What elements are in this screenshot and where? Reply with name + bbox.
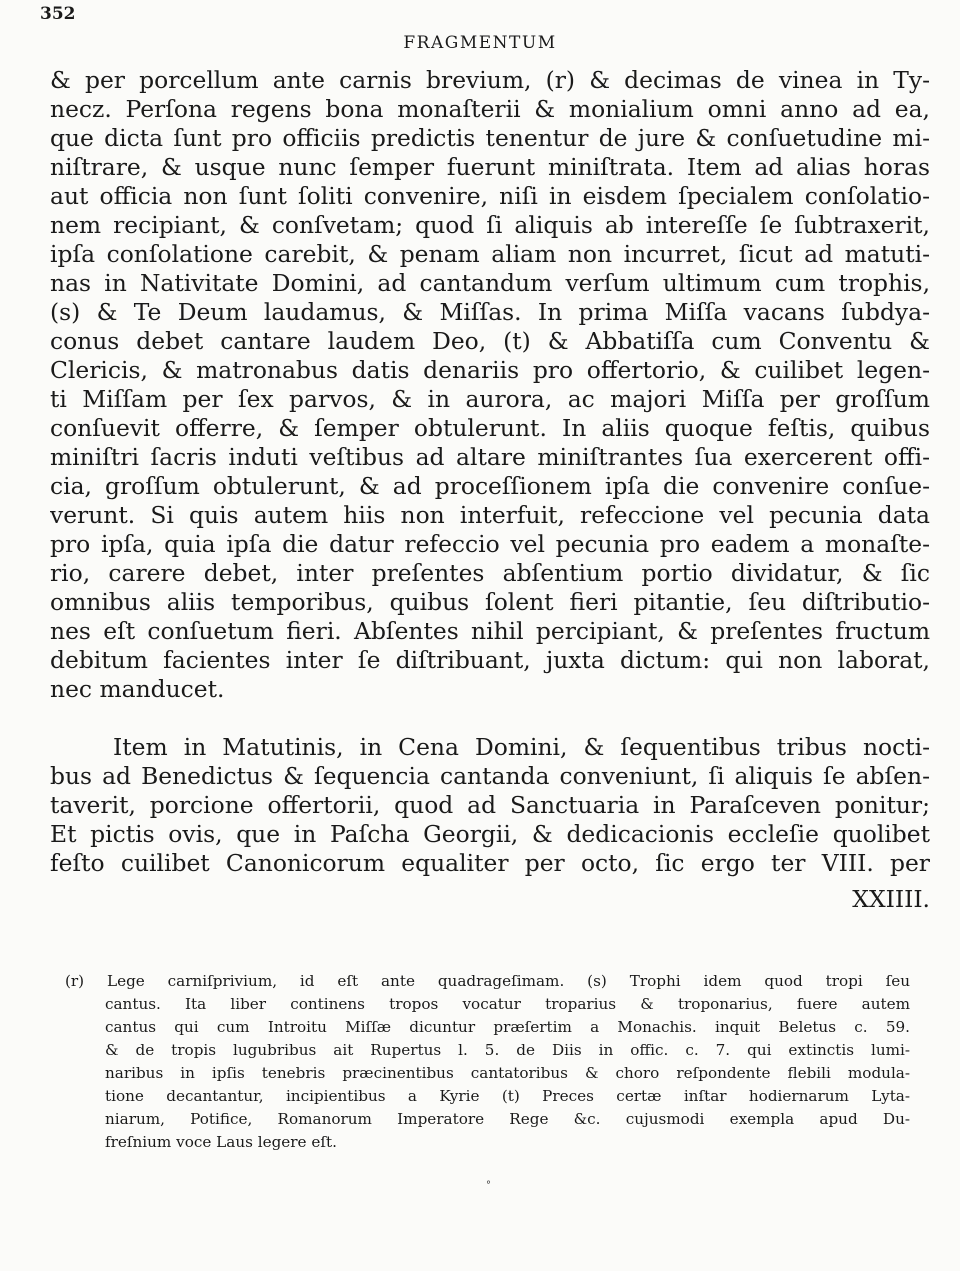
text-line: cia, groſſum obtulerunt, & ad proceſſionem ipſa die convenire conſue- [50,472,930,500]
text-line: (s) & Te Deum laudamus, & Miſſas. In prima Miſſa vacans ſubdya- [50,298,930,326]
text-line: Item in Matutinis, in Cena Domini, & ſequentibus tribus nocti- [113,733,930,761]
text-line: nec manducet. [50,675,225,703]
footnote-line: tione decantantur, incipientibus a Kyrie (t) Preces certæ inſtar hodiernarum Lyta- [105,1087,910,1105]
text-line: bus ad Benedictus & ſequencia cantanda conveniunt, ſi aliquis ſe abſen- [50,762,930,790]
footnote-line: naribus in ipſis tenebris præcinentibus cantatoribus & choro reſpondente flebili modula- [105,1064,910,1082]
text-line: rio, carere debet, inter preſentes abſentium portio dividatur, & ſic [50,559,930,587]
text-line: nes eſt conſuetum fieri. Abſentes nihil percipiant, & preſentes fructum [50,617,930,645]
footnote-line: cantus. Ita liber continens tropos vocatur troparius & troponarius, fuere autem [105,995,910,1013]
text-line: nas in Nativitate Domini, ad cantandum verſum ultimum cum trophis, [50,269,930,297]
text-line: omnibus aliis temporibus, quibus ſolent fieri pitantie, ſeu diſtributio- [50,588,930,616]
text-line: debitum facientes inter ſe diſtribuant, juxta dictum: qui non laborat, [50,646,930,674]
text-line: conus debet cantare laudem Deo, (t) & Abbatiſſa cum Conventu & [50,327,930,355]
footnote-line: (r) Lege carniſprivium, id eſt ante quadrageſimam. (s) Trophi idem quod tropi ſeu [65,972,910,990]
page-number: 352 [40,4,76,24]
text-line: taverit, porcione offertorii, quod ad Sanctuaria in Paraſceven ponitur; [50,791,930,819]
footnote-line: & de tropis lugubribus ait Rupertus l. 5. de Diis in offic. c. 7. qui extinctis lumi- [105,1041,910,1059]
text-line: Clericis, & matronabus datis denariis pro offertorio, & cuilibet legen- [50,356,930,384]
text-line: & per porcellum ante carnis brevium, (r) & decimas de vinea in Ty- [50,66,930,94]
text-line: miniſtri ſacris induti veſtibus ad altare miniſtrantes ſua exercerent offi- [50,443,930,471]
text-line: verunt. Si quis autem hiis non interfuit, refeccione vel pecunia data [50,501,930,529]
text-line: ipſa conſolatione carebit, & penam aliam non incurret, ſicut ad matuti- [50,240,930,268]
text-line: pro ipſa, quia ipſa die datur refeccio vel pecunia pro eadem a monaſte- [50,530,930,558]
text-line: XXIIII. [852,885,930,913]
text-line: niſtrare, & usque nunc ſemper fuerunt miniſtrata. Item ad alias horas [50,153,930,181]
footnote-line: cantus qui cum Introitu Miſſæ dicuntur præſertim a Monachis. inquit Beletus c. 59. [105,1018,910,1036]
running-head: FRAGMENTUM [403,33,557,53]
footnote-line: freſnium voce Laus legere eſt. [105,1133,337,1151]
text-line: aut officia non ſunt ſoliti convenire, niſi in eisdem ſpecialem conſolatio- [50,182,930,210]
footnote-line: niarum, Potifice, Romanorum Imperatore Rege &c. cujusmodi exempla apud Du- [105,1110,910,1128]
text-line: ti Miſſam per ſex parvos, & in aurora, ac majori Miſſa per groſſum [50,385,930,413]
stray-mark: ° [486,1180,491,1191]
text-line: necz. Perſona regens bona monaſterii & monialium omni anno ad ea, [50,95,930,123]
text-line: Et pictis ovis, que in Paſcha Georgii, & dedicacionis eccleſie quolibet [50,820,930,848]
text-line: nem recipiant, & conſvetam; quod ſi aliquis ab intereſſe ſe ſubtraxerit, [50,211,930,239]
text-line: conſuevit offerre, & ſemper obtulerunt. In aliis quoque feſtis, quibus [50,414,930,442]
text-line: feſto cuilibet Canonicorum equaliter per octo, ſic ergo ter VIII. per [50,849,930,877]
text-line: que dicta ſunt pro officiis predictis tenentur de jure & conſuetudine mi- [50,124,930,152]
